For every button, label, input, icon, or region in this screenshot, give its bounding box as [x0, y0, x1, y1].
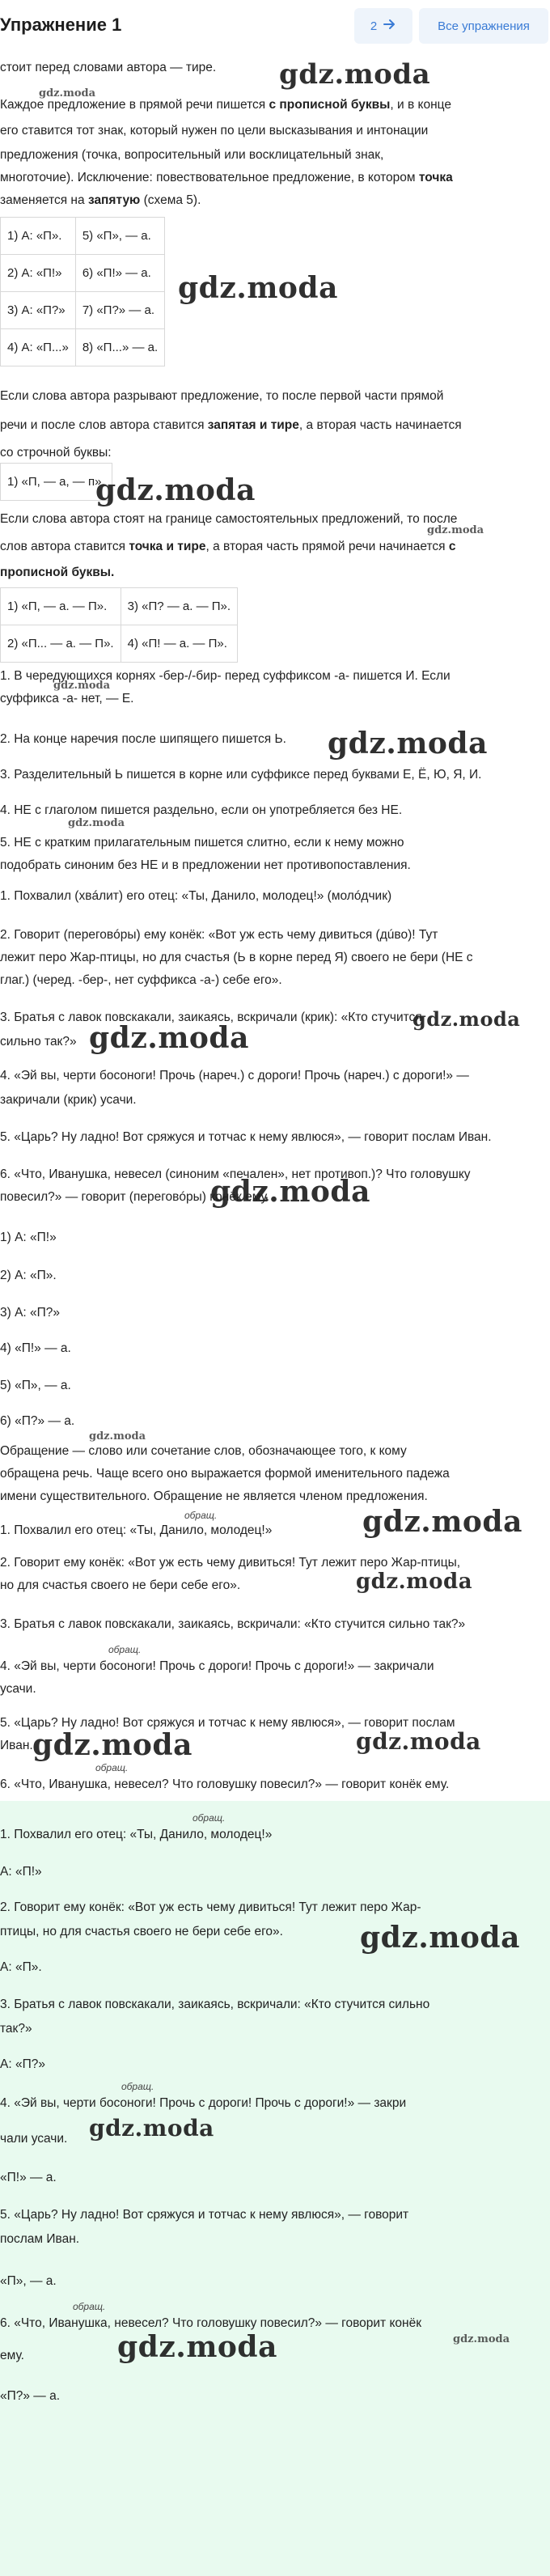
address-annotation: обращ.: [184, 1510, 218, 1521]
theory-line: стоит перед словами автора — тире.: [0, 61, 217, 74]
scheme-cell: 2) «П... — а. — П».: [1, 625, 121, 663]
watermark: gdz.moda: [356, 1728, 481, 1755]
address-rule-line: обращена речь. Чаще всего оно выражается формой именительного падежа: [0, 1467, 450, 1481]
scheme-cell: 4) А: «П...»: [1, 329, 76, 366]
address-rule-line: имени существительного. Обращение не является членом предложения.: [0, 1489, 428, 1503]
address-sentence: Иван.: [0, 1739, 33, 1752]
analysis-line: повесил?» — говорит (переговóры) конёк ему.: [0, 1190, 270, 1204]
next-exercise-label: 2: [370, 19, 378, 33]
address-annotation: обращ.: [108, 1644, 142, 1655]
answer-sentence: 5. «Царь? Ну ладно! Вот сряжуся и тотчас к нему явлюся», — говорит: [0, 2208, 409, 2222]
scheme-cell: 3) А: «П?»: [1, 292, 76, 329]
address-sentence: усачи.: [0, 1682, 36, 1696]
address-sentence: 6. «Что, Иванушка, невесел? Что головушку повесил?» — говорит конёк ему.: [0, 1777, 450, 1791]
answer-scheme: А: «П».: [0, 1960, 42, 1974]
theory-line: речи и после слов автора ставится запятая и тире, а вторая часть начинается: [0, 418, 462, 432]
answer-scheme: «П?» — а.: [0, 2389, 61, 2403]
scheme-item: 6) «П?» — а.: [0, 1414, 75, 1428]
next-exercise-button[interactable]: [354, 8, 412, 44]
scheme-cell: 5) «П», — а.: [75, 218, 164, 255]
address-sentence: но для счастья своего не бери себе его».: [0, 1578, 241, 1592]
answer-sentence: 4. «Эй вы, черти босоноги! Прочь с дороги! Прочь с дороги!» — закри: [0, 2096, 407, 2110]
watermark: gdz.moda: [328, 727, 488, 761]
analysis-line: 2. Говорит (переговóры) ему конёк: «Вот уж есть чему дивиться (дúво)! Тут: [0, 928, 438, 942]
answer-scheme: А: «П?»: [0, 2057, 45, 2071]
address-annotation: обращ.: [95, 1762, 129, 1773]
watermark: gdz.moda: [362, 1505, 522, 1539]
theory-line: Каждое предложение в прямой речи пишется с прописной буквы, и в конце: [0, 98, 451, 112]
rule-line: 4. НЕ с глаголом пишется раздельно, если он употребляется без НЕ.: [0, 803, 403, 817]
answer-sentence: птицы, но для счастья своего не бери себе его».: [0, 1925, 283, 1938]
answer-sentence: 3. Братья с лавок повскакали, заикаясь, вскричали: «Кто стучится сильно: [0, 1998, 430, 2011]
address-annotation: обращ.: [192, 1812, 226, 1824]
address-sentence: 3. Братья с лавок повскакали, заикаясь, вскричали: «Кто стучится сильно так?»: [0, 1617, 466, 1631]
analysis-line: 1. Похвалил (хвáлит) его отец: «Ты, Данило, молодец!» (молóдчик): [0, 889, 392, 903]
scheme-cell: 1) А: «П».: [1, 218, 76, 255]
schemes-table: [0, 217, 165, 366]
answer-scheme: «П!» — а.: [0, 2171, 57, 2184]
rule-line: суффикса -а- нет, — Е.: [0, 692, 134, 705]
watermark-small: gdz.moda: [89, 1430, 146, 1443]
watermark: gdz.moda: [412, 1007, 521, 1031]
scheme-cell: 6) «П!» — а.: [75, 255, 164, 292]
address-annotation: обращ.: [73, 2301, 106, 2312]
answer-sentence: 2. Говорит ему конёк: «Вот уж есть чему дивиться! Тут лежит перо Жар-: [0, 1900, 421, 1914]
rule-line: 5. НЕ с кратким прилагательным пишется слитно, если к нему можно: [0, 836, 404, 849]
analysis-line: лежит перо Жар-птицы, но для счастья (Ь в корне перед Я) своего не бери (НЕ с: [0, 951, 473, 964]
scheme-item: 5) «П», — а.: [0, 1379, 71, 1392]
watermark: gdz.moda: [279, 58, 431, 91]
analysis-line: сильно так?»: [0, 1035, 77, 1049]
watermark: gdz.moda: [89, 2115, 214, 2142]
watermark: gdz.moda: [89, 1021, 249, 1055]
scheme-cell: 4) «П! — а. — П».: [121, 625, 237, 663]
watermark: gdz.moda: [178, 271, 338, 305]
theory-line: со строчной буквы:: [0, 446, 112, 460]
address-sentence: 4. «Эй вы, черти босоноги! Прочь с дороги! Прочь с дороги!» — закричали: [0, 1659, 434, 1673]
theory-line: предложения (точка, вопросительный или восклицательный знак,: [0, 148, 384, 162]
watermark: gdz.moda: [360, 1921, 520, 1955]
address-sentence: 5. «Царь? Ну ладно! Вот сряжуся и тотчас к нему явлюся», — говорит послам: [0, 1716, 455, 1730]
watermark-small: gdz.moda: [53, 680, 111, 692]
watermark-small: gdz.moda: [39, 87, 96, 100]
watermark: gdz.moda: [210, 1175, 370, 1209]
watermark-small: gdz.moda: [68, 817, 125, 829]
analysis-line: глаг.) (черед. -бер-, нет суффикса -а-) себе его».: [0, 973, 282, 987]
answer-sentence: ему.: [0, 2349, 24, 2362]
analysis-line: 6. «Что, Иванушка, невесел (синоним «печален», нет противоп.)? Что головушку: [0, 1167, 471, 1181]
watermark: gdz.moda: [95, 473, 256, 507]
theory-line: Если слова автора стоят на границе самостоятельных предложений, то после: [0, 512, 458, 526]
analysis-line: 5. «Царь? Ну ладно! Вот сряжуся и тотчас к нему явлюся», — говорит послам Иван.: [0, 1130, 492, 1144]
page-title: Упражнение 1: [0, 15, 122, 35]
scheme-cell: 2) А: «П!»: [1, 255, 76, 292]
watermark: gdz.moda: [32, 1728, 192, 1762]
answer-sentence: чали усачи.: [0, 2132, 68, 2146]
theory-line: прописной буквы.: [0, 566, 115, 579]
all-exercises-button[interactable]: Все упражнения: [419, 8, 548, 44]
arrow-right-icon: [383, 19, 396, 33]
scheme-item: 2) А: «П».: [0, 1269, 57, 1282]
watermark: gdz.moda: [356, 1570, 473, 1594]
rule-line: 3. Разделительный Ь пишется в корне или суффиксе перед буквами Е, Ё, Ю, Я, И.: [0, 768, 482, 782]
theory-line: Если слова автора разрывают предложение, то после первой части прямой: [0, 389, 444, 403]
rule-line: 2. На конце наречия после шипящего пишется Ь.: [0, 732, 286, 746]
rule-line: 1. В чередующихся корнях -бер-/-бир- перед суффиксом -а- пишется И. Если: [0, 669, 451, 683]
scheme-cell: 3) «П? — а. — П».: [121, 588, 237, 625]
theory-line: его ставится тот знак, который нужен по цели высказывания и интонации: [0, 124, 429, 138]
scheme-item: 1) А: «П!»: [0, 1231, 57, 1244]
watermark-small: gdz.moda: [427, 524, 484, 536]
theory-line: многоточие). Исключение: повествовательное предложение, в котором точка: [0, 171, 453, 184]
scheme-cell: 1) «П, — а, — п».: [1, 464, 112, 501]
scheme-table-3: [0, 587, 238, 663]
answer-sentence: 6. «Что, Иванушка, невесел? Что головушку повесил?» — говорит конёк: [0, 2316, 421, 2330]
analysis-line: 4. «Эй вы, черти босоноги! Прочь (нареч.) с дороги! Прочь (нареч.) с дороги!» —: [0, 1069, 469, 1083]
answer-sentence: так?»: [0, 2022, 32, 2036]
address-rule-line: Обращение — слово или сочетание слов, обозначающее того, к кому: [0, 1444, 407, 1458]
answer-scheme: «П», — а.: [0, 2274, 57, 2288]
scheme-cell: 8) «П...» — а.: [75, 329, 164, 366]
address-sentence: 2. Говорит ему конёк: «Вот уж есть чему дивиться! Тут лежит перо Жар-птицы,: [0, 1556, 461, 1570]
watermark-small: gdz.moda: [453, 2333, 510, 2345]
answer-scheme: А: «П!»: [0, 1865, 42, 1879]
scheme-cell: 1) «П, — а. — П».: [1, 588, 121, 625]
theory-line: слов автора ставится точка и тире, а вторая часть прямой речи начинается с: [0, 540, 456, 553]
address-sentence: 1. Похвалил его отец: «Ты, Данило, молодец!»: [0, 1523, 273, 1537]
analysis-line: закричали (крик) усачи.: [0, 1093, 137, 1107]
theory-line: заменяется на запятую (схема 5).: [0, 193, 201, 207]
address-annotation: обращ.: [121, 2081, 154, 2092]
watermark: gdz.moda: [117, 2330, 277, 2364]
scheme-item: 3) А: «П?»: [0, 1306, 61, 1320]
exercise-header: [0, 0, 550, 50]
rule-line: подобрать синоним без НЕ и в предложении нет противопоставления.: [0, 858, 411, 872]
scheme-item: 4) «П!» — а.: [0, 1341, 71, 1355]
answer-sentence: послам Иван.: [0, 2232, 80, 2246]
analysis-line: 3. Братья с лавок повскакали, заикаясь, вскричали (крик): «Кто стучится: [0, 1010, 422, 1024]
scheme-cell: 7) «П?» — а.: [75, 292, 164, 329]
answer-sentence: 1. Похвалил его отец: «Ты, Данило, молодец!»: [0, 1828, 273, 1841]
